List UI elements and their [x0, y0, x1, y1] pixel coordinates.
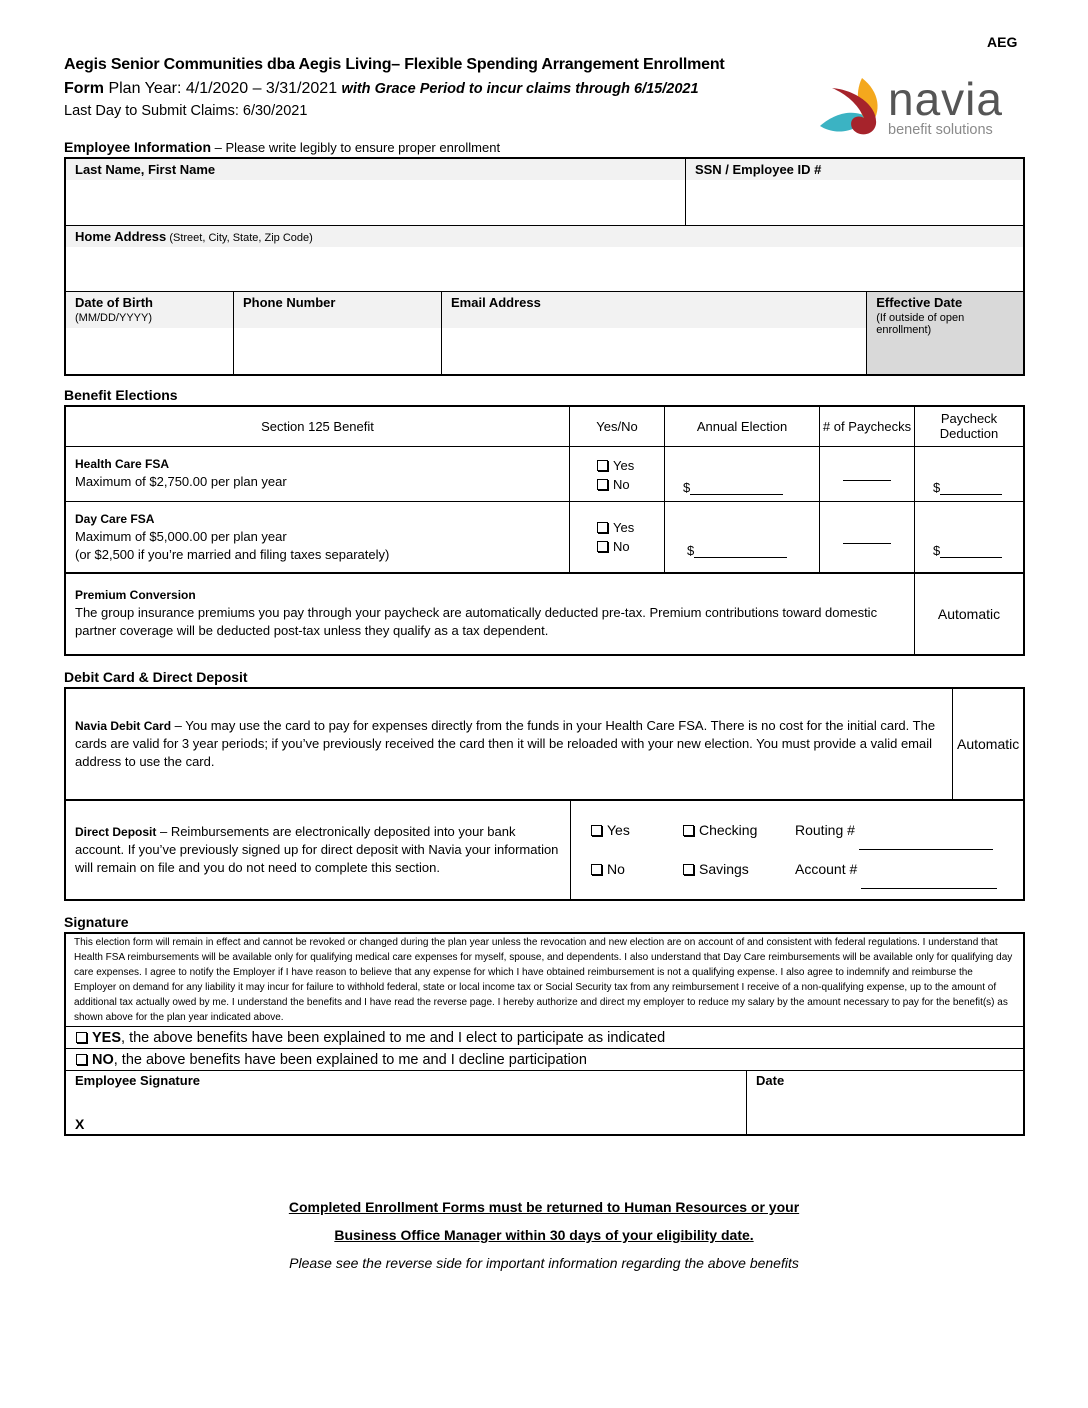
premium-desc: The group insurance premiums you pay through your paycheck are automatically deducted pre-tax. Premium contributions toward domestic partner coverage will be deducted post-tax unless they qualify as a tax dependent.: [75, 604, 878, 638]
ssn-label: SSN / Employee ID #: [686, 159, 1023, 180]
signature-legal-text: This election form will remain in effect and cannot be revoked or changed during the plan year unless the revocation and new election are on account of and consistent with federal regulations. I understand that Health FSA reimbursements will be available only for qualifying medical care expenses for myself, spouse, and dependents. I also understand that Day Care reimbursements will be available only for qualifying day care expenses. I agree to notify the Employer if I have reason to believe that any expense for which I have obtained reimbursement is not a qualifying expense. I also agree to indemnify and reimburse the Employer on demand for any liability it may incur for failure to withhold federal, state or local income tax or Social Security tax from any reimbursement I receive of a non-qualifying expense, up to the amount of additional tax actually owed by me. I understand the benefits and I have read the reverse page. I hereby authorize and direct my employer to reduce my salary by the amount necessary to pay for the benefit(s) as shown above for the plan year indicated above.: [65, 933, 1024, 1027]
name-field[interactable]: [65, 158, 685, 226]
deposit-no-checkbox[interactable]: No: [591, 850, 683, 889]
daycare-yes-checkbox[interactable]: Yes: [597, 518, 664, 537]
checkbox-icon: [591, 825, 602, 836]
debit-card-row: [65, 688, 1024, 800]
footer-line-2: Business Office Manager within 30 days of your eligibility date.: [334, 1227, 754, 1243]
form-word: Form: [64, 80, 104, 97]
account-input[interactable]: Account #: [795, 861, 997, 877]
debit-deposit-table: [64, 687, 1025, 901]
benefit-elections-heading: Benefit Elections: [64, 387, 178, 403]
signature-date-field[interactable]: [747, 1071, 1025, 1135]
document-code: AEG: [987, 34, 1018, 50]
navia-logo: [818, 74, 1028, 142]
checkbox-icon: [76, 1032, 87, 1043]
phone-label: Phone Number: [234, 292, 441, 328]
last-day-claims: Last Day to Submit Claims: 6/30/2021: [64, 103, 308, 119]
signature-heading: Signature: [64, 914, 129, 930]
checkbox-icon: [597, 460, 608, 471]
col-yes-no: Yes/No: [570, 406, 665, 446]
checkbox-icon: [591, 864, 602, 875]
health-yes-checkbox[interactable]: Yes: [597, 456, 664, 475]
col-benefit: Section 125 Benefit: [65, 406, 570, 446]
benefit-name: Health Care FSA: [75, 456, 170, 471]
health-deduction-input[interactable]: $: [915, 446, 1025, 501]
deposit-yes-checkbox[interactable]: Yes: [591, 811, 683, 850]
address-label: Home Address (Street, City, State, Zip Code): [66, 226, 1023, 247]
employee-info-table: [64, 157, 1025, 376]
benefit-row-health-care: [65, 446, 1024, 501]
elect-yes-option[interactable]: YES, the above benefits have been explained to me and I elect to participate as indicated: [65, 1027, 1024, 1049]
debit-deposit-heading: Debit Card & Direct Deposit: [64, 669, 248, 685]
benefit-desc: Maximum of $2,750.00 per plan year: [75, 473, 287, 489]
premium-name: Premium Conversion: [75, 587, 196, 602]
grace-period: with Grace Period to incur claims through 6/15/2021: [341, 81, 699, 97]
debit-card-name: Navia Debit Card: [75, 719, 172, 733]
savings-checkbox[interactable]: Savings: [683, 850, 795, 889]
benefit-desc-note: (or $2,500 if you’re married and filing taxes separately): [75, 546, 390, 562]
daycare-deduction-input[interactable]: $: [915, 501, 1025, 573]
checkbox-icon: [683, 825, 694, 836]
effective-date-label: Effective Date (If outside of open enrollment): [876, 295, 965, 336]
premium-status: Automatic: [915, 573, 1025, 655]
employee-signature-field[interactable]: [65, 1071, 747, 1135]
signature-table: [64, 932, 1025, 1136]
daycare-annual-election-input[interactable]: $: [665, 501, 820, 573]
employee-info-heading: [64, 139, 500, 155]
form-title: Aegis Senior Communities dba Aegis Living– Flexible Spending Arrangement Enrollment: [64, 56, 725, 73]
employee-signature-label: Employee Signature: [75, 1073, 200, 1088]
plan-year: Plan Year: 4/1/2020 – 3/31/2021: [104, 80, 342, 97]
benefit-elections-table: [64, 405, 1025, 656]
col-annual-election: Annual Election: [665, 406, 820, 446]
col-paycheck-deduction: Paycheck Deduction: [915, 406, 1025, 446]
ssn-field[interactable]: [685, 158, 1024, 226]
routing-input[interactable]: Routing #: [795, 822, 993, 838]
email-field[interactable]: [442, 292, 867, 376]
benefit-desc: Maximum of $5,000.00 per plan year: [75, 528, 287, 544]
checkbox-icon: [683, 864, 694, 875]
effective-date-field[interactable]: [867, 292, 1024, 376]
email-label: Email Address: [442, 292, 866, 328]
health-paychecks-input[interactable]: [820, 446, 915, 501]
address-field[interactable]: [65, 226, 1024, 292]
daycare-no-checkbox[interactable]: No: [597, 537, 664, 556]
direct-deposit-row: [65, 800, 1024, 900]
col-paychecks: # of Paychecks: [820, 406, 915, 446]
name-label: Last Name, First Name: [66, 159, 685, 180]
direct-deposit-desc: – Reimbursements are electronically deposited into your bank account. If you’ve previously signed up for direct deposit with Navia your information will remain on file and you do not need to complete this section.: [75, 824, 559, 875]
health-annual-election-input[interactable]: $: [665, 446, 820, 501]
checkbox-icon: [597, 541, 608, 552]
employee-info-note: – Please write legibly to ensure proper enrollment: [211, 140, 501, 155]
health-no-checkbox[interactable]: No: [597, 475, 664, 494]
benefit-row-premium-conversion: [65, 573, 1024, 655]
signature-x-mark: X: [75, 1115, 85, 1132]
checking-checkbox[interactable]: Checking: [683, 811, 795, 850]
benefit-row-day-care: [65, 501, 1024, 573]
checkbox-icon: [76, 1054, 87, 1065]
logo-tagline: benefit solutions: [888, 122, 993, 138]
benefit-name: Day Care FSA: [75, 511, 155, 526]
checkbox-icon: [597, 522, 608, 533]
logo-name: navia: [888, 73, 1003, 125]
direct-deposit-name: Direct Deposit: [75, 825, 157, 839]
dob-label: Date of Birth (MM/DD/YYYY): [66, 292, 233, 328]
checkbox-icon: [597, 479, 608, 490]
debit-card-status: Automatic: [953, 688, 1024, 800]
daycare-paychecks-input[interactable]: [820, 501, 915, 573]
debit-card-desc: – You may use the card to pay for expenses directly from the funds in your Health Care FSA. There is no cost for the initial card. The cards are valid for 3 year periods; if you’ve previously received the card then it will be reloaded with your new election. You must provide a valid email address to use the card.: [75, 718, 936, 769]
employee-info-title: Employee Information: [64, 139, 212, 155]
phone-field[interactable]: [234, 292, 442, 376]
footer-line-3: Please see the reverse side for important information regarding the above benefits: [289, 1255, 799, 1271]
signature-date-label: Date: [756, 1073, 785, 1088]
elect-no-option[interactable]: NO, the above benefits have been explained to me and I decline participation: [65, 1049, 1024, 1071]
plan-year-line: [64, 80, 699, 98]
dob-field[interactable]: [65, 292, 234, 376]
footer-line-1: Completed Enrollment Forms must be returned to Human Resources or your: [288, 1199, 800, 1215]
